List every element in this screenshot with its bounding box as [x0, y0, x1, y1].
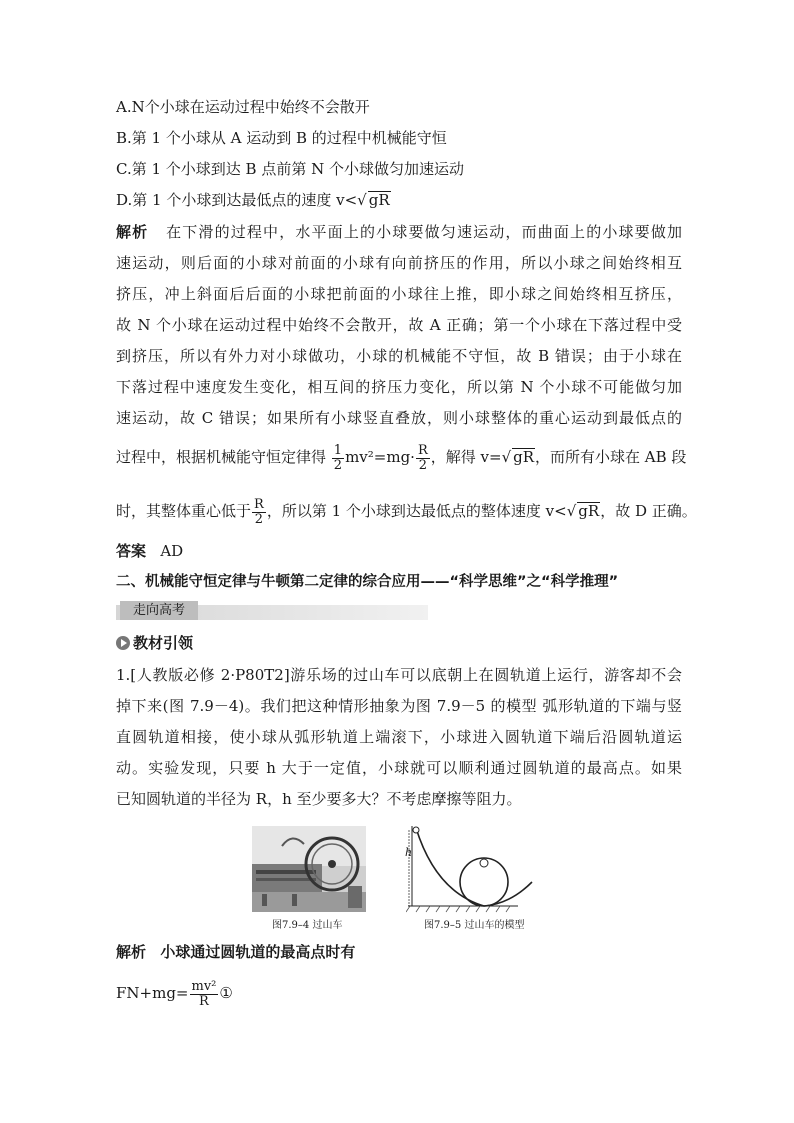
analysis-row: 下落过程中速度发生变化，相互间的挤压力变化，所以第 N 个小球不可能做匀加: [116, 378, 682, 396]
analysis-row-formula: 过程中，根据机械能守恒定律得 $\frac{1}{2}$ mv²=mg· $\frac{R}{2}$ ，解得 v=√ gR，而所有小球在 AB 段: [116, 442, 687, 473]
analysis-label: 解析: [116, 223, 149, 241]
analysis-row-conclusion: 时，其整体重心低于 $\frac{R}{2}$ ，所以第 1 个小球到达最低点的整体速度 v<√ gR，故 D 正确。: [116, 496, 697, 527]
problem-paragraph: [116, 660, 682, 815]
answer-label: 答案: [116, 542, 147, 560]
sqrt-icon: √: [501, 448, 512, 466]
height-label: h: [405, 846, 413, 859]
problem-row: 动。实验发现，只要 h 大于一定值，小球就可以顺利通过圆轨道的最高点。如果: [116, 759, 682, 777]
answer-value: AD: [160, 542, 184, 560]
option-b: B.第 1 个小球从 A 运动到 B 的过程中机械能守恒: [116, 129, 447, 147]
problem-row: 已知圆轨道的半径为 R，h 至少要多大？不考虑摩擦等阻力。: [116, 790, 522, 808]
fraction-half: $\frac{1}{2}$: [333, 442, 343, 473]
option-d: [116, 190, 391, 210]
photo-caption: 图7.9–4 过山车: [272, 920, 343, 931]
analysis-row: 故 N 个小球在运动过程中始终不会散开，故 A 正确；第一个小球在下落过程中受: [116, 316, 682, 334]
fraction-r-half: $\frac{R}{2}$: [254, 496, 264, 527]
analysis-paragraph: [116, 217, 682, 434]
analysis-row: 速运动，故 C 错误；如果所有小球竖直叠放，则小球整体的重心运动到最低点的: [116, 409, 682, 427]
answer-line: [116, 541, 183, 561]
problem-row: 1.[人教版必修 2·P80T2]游乐场的过山车可以底朝上在圆轨道上运行，游客却不会: [116, 666, 682, 684]
model-caption: 图7.9–5 过山车的模型: [424, 920, 525, 931]
roller-coaster-photo: [252, 826, 366, 912]
problem-row: 直圆轨道相接，使小球从弧形轨道上端滚下，小球进入圆轨道下端后沿圆轨道运: [116, 728, 682, 746]
analysis-row: 速运动，则后面的小球对前面的小球有向前挤压的作用，所以小球之间始终相互: [116, 254, 682, 272]
sqrt-icon: √: [566, 502, 577, 520]
option-d-text: D.第 1 个小球到达最低点的速度 v<: [116, 191, 358, 209]
problem-row: 掉下来(图 7.9－4)。我们把这种情形抽象为图 7.9－5 的模型 弧形轨道的下端与竖: [116, 697, 682, 715]
analysis-row: 挤压，冲上斜面后后面的小球把前面的小球往上推，即小球之间始终相互挤压，: [116, 285, 682, 303]
banner-tab: 走向高考: [120, 601, 198, 620]
fraction-r-half: $\frac{R}{2}$: [417, 442, 428, 473]
option-d-root: gR: [368, 191, 390, 209]
analysis-row: 到挤压，所以有外力对小球做功，小球的机械能不守恒，故 B 错误；由于小球在: [116, 347, 682, 365]
coaster-model-diagram: [406, 822, 536, 914]
sqrt-icon: √: [357, 191, 367, 209]
equation-1: FN+mg= $\frac{\text{mv²}}{R}$ ①: [116, 978, 233, 1009]
analysis2-line: 解析 小球通过圆轨道的最高点时有: [116, 943, 356, 961]
analysis-row: 解析 在下滑的过程中，水平面上的小球要做匀速运动，而曲面上的小球要做加: [116, 223, 682, 241]
section-title: 二、机械能守恒定律与牛顿第二定律的综合应用——“科学思维”之“科学推理”: [116, 574, 619, 590]
fraction-mv2-r: $\frac{\text{mv²}}{R}$: [191, 978, 217, 1009]
option-a: A.N个小球在运动过程中始终不会散开: [116, 98, 370, 116]
analysis2-label: 解析: [116, 943, 147, 961]
textbook-lead: 教材引领: [116, 632, 193, 653]
play-icon: [116, 636, 130, 650]
option-c: C.第 1 个小球到达 B 点前第 N 个小球做匀加速运动: [116, 160, 465, 178]
